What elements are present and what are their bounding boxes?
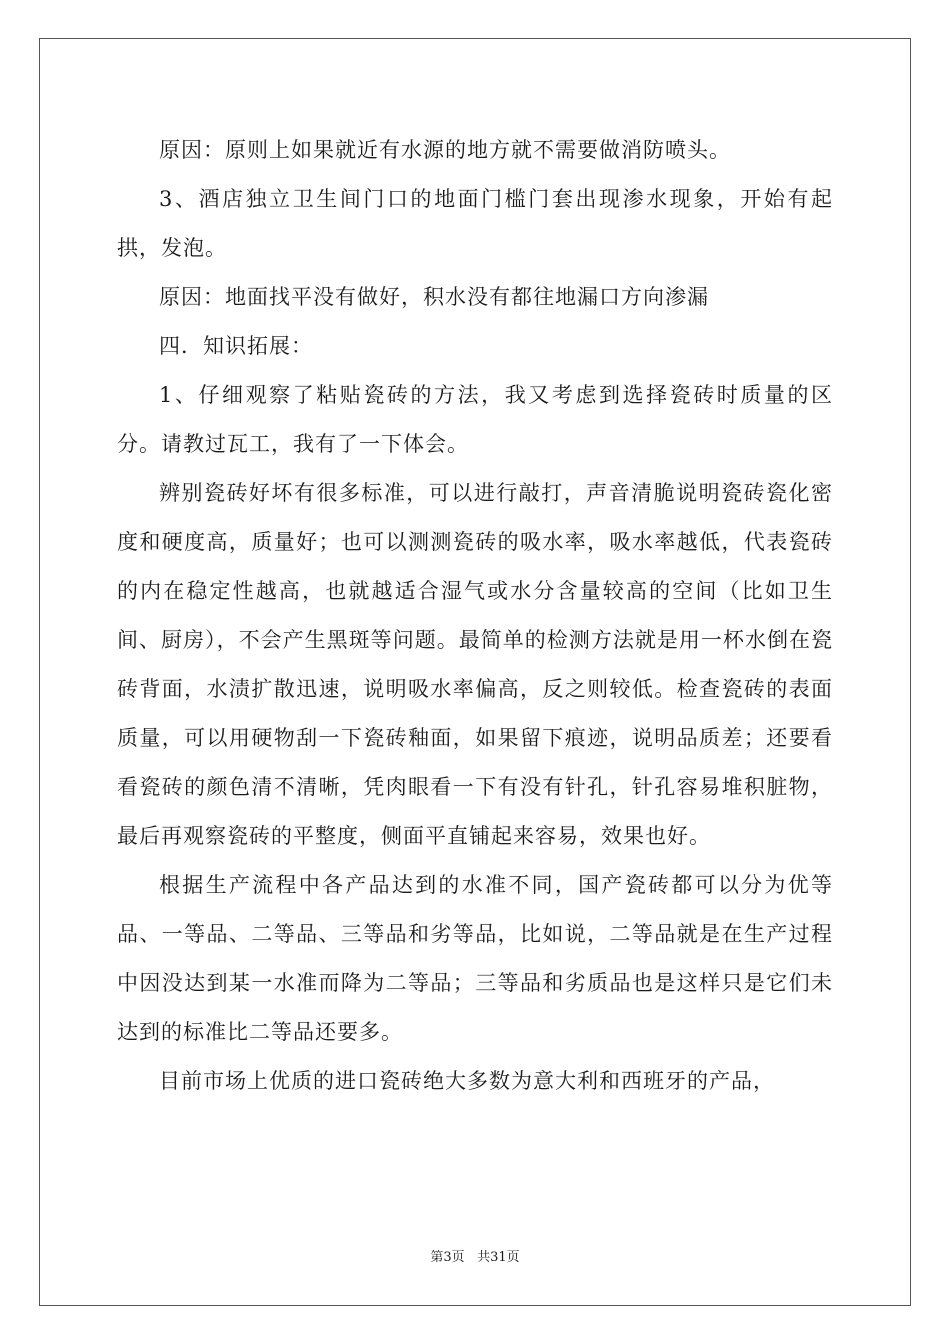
section-heading: 四．知识拓展： [159,334,313,358]
page-number: 第3页 [430,1250,465,1265]
page-total: 共31页 [477,1250,520,1265]
paragraph: 目前市场上优质的进口瓷砖绝大多数为意大利和西班牙的产品， [159,1069,775,1093]
paragraph: 原因：原则上如果就近有水源的地方就不需要做消防喷头。 [159,138,731,162]
paragraph: 原因：地面找平没有做好，积水没有都往地漏口方向渗漏 [159,285,709,309]
paragraph: 1、仔细观察了粘贴瓷砖的方法，我又考虑到选择瓷砖时质量的区分。请教过瓦工，我有了一下体会。 [117,383,833,456]
paragraph: 辨别瓷砖好坏有很多标准，可以进行敲打，声音清脆说明瓷砖瓷化密度和硬度高，质量好；也可以测测瓷砖的吸水率，吸水率越低，代表瓷砖的内在稳定性越高，也就越适合湿气或水分含量较高的空间（比如卫生间、厨房），不会产生黑斑等问题。最简单的检测方法就是用一杯水倒在瓷砖背面，水渍扩散迅速，说明吸水率偏高，反之则较低。检查瓷砖的表面质量，可以用硬物刮一下瓷砖釉面，如果留下痕迹，说明品质差；还要看看瓷砖的颜色清不清晰，凭肉眼看一下有没有针孔，针孔容易堆积脏物，最后再观察瓷砖的平整度，侧面平直铺起来容易，效果也好。 [117,481,833,848]
page-footer [0,1246,950,1265]
paragraph: 3、酒店独立卫生间门口的地面门槛门套出现渗水现象，开始有起拱，发泡。 [117,187,833,260]
document-body [117,126,833,1106]
paragraph: 根据生产流程中各产品达到的水准不同，国产瓷砖都可以分为优等品、一等品、二等品、三等品和劣等品，比如说，二等品就是在生产过程中因没达到某一水准而降为二等品；三等品和劣质品也是这样只是它们未达到的标准比二等品还要多。 [117,873,833,1044]
